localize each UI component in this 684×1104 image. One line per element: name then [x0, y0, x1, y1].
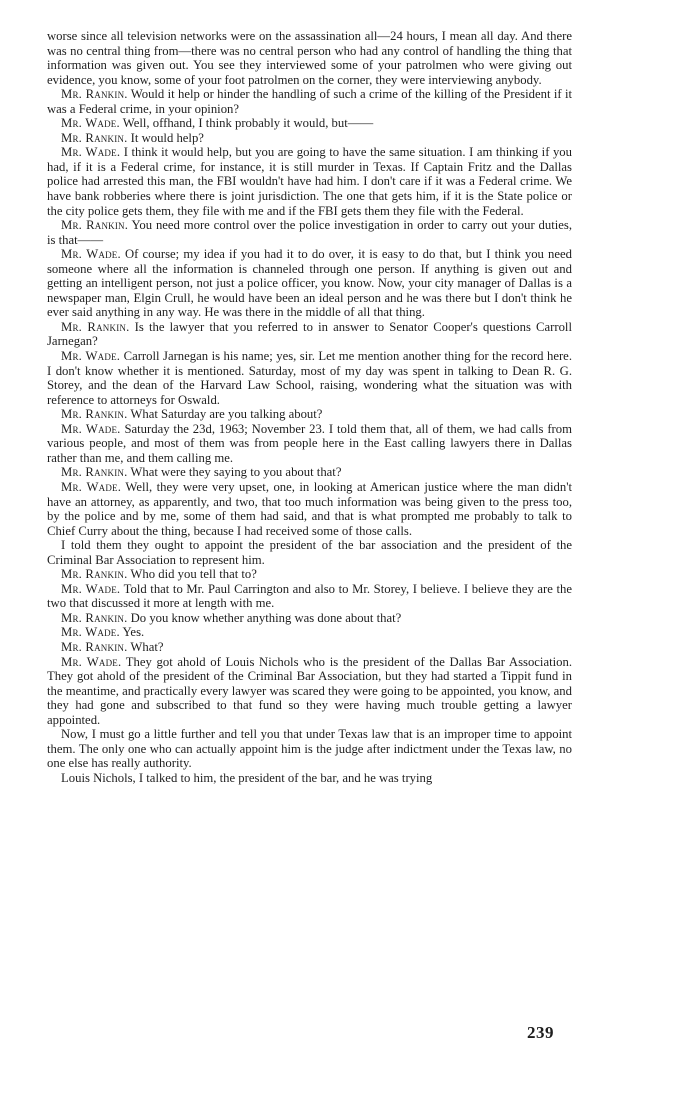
paragraph-text: You need more control over the police investigation in order to carry out your duties, is that——: [47, 218, 572, 247]
testimony-paragraph: [47, 29, 572, 87]
speaker-label: Mr. Rankin.: [61, 639, 128, 654]
testimony-paragraph: [47, 538, 572, 567]
speaker-label: Mr. Rankin.: [61, 319, 130, 334]
testimony-paragraph: [47, 145, 572, 218]
speaker-label: Mr. Wade.: [61, 145, 121, 160]
paragraph-text: I think it would help, but you are going to have the same situation. I am thinking if you had, if it is a Federal crime, for instance, it is still murder in Texas. If Captain Fritz and the Dallas police had arrested this man, the FBI wouldn't have had him. I don't care if it was a Federal crime. We have bank robberies where there is joint jurisdiction. The one that gets him, if it is the State police or the city police gets them, they file with me and if the FBI gets them they file with the Federal.: [47, 145, 572, 218]
paragraph-text: I told them they ought to appoint the president of the bar association and the president of the Criminal Bar Association to represent him.: [47, 538, 572, 567]
testimony-paragraph: [47, 771, 572, 786]
speaker-label: Mr. Wade.: [61, 625, 120, 640]
paragraph-text: Of course; my idea if you had it to do over, it is easy to do that, but I think you need someone where all the information is channeled through one person. If anything is given out and getting an intelligent person, not just a police officer, you know. Now, your city manager of Dallas is a newspaper man, Elgin Crull, he would have been an ideal person and he was there but I don't think he ever said anything in any way. He was there in the middle of all that thing.: [47, 247, 573, 320]
paragraph-text: Well, they were very upset, one, in looking at American justice where the man didn't have an attorney, as apparently, and two, that too much information was being given to the press too, by the police and by me, some of them had said, and that is what prompted me probably to talk to Chief Curry about the thing, because I had received some of those calls.: [47, 479, 573, 538]
paragraph-text: What?: [127, 639, 164, 654]
speaker-label: Mr. Wade.: [61, 247, 121, 262]
paragraph-text: Who did you tell that to?: [127, 567, 257, 582]
speaker-label: Mr. Rankin.: [61, 87, 128, 102]
speaker-label: Mr. Rankin.: [61, 130, 128, 145]
speaker-label: Mr. Wade.: [61, 421, 121, 436]
paragraph-text: Yes.: [119, 625, 145, 640]
paragraph-text: Well, offhand, I think probably it would, but——: [119, 116, 374, 131]
testimony-paragraph: [47, 116, 572, 131]
testimony-paragraph: [47, 407, 572, 422]
speaker-label: Mr. Wade.: [61, 349, 121, 364]
speaker-label: Mr. Rankin.: [61, 610, 128, 625]
testimony-paragraph: [47, 247, 572, 320]
testimony-paragraph: [47, 218, 572, 247]
paragraph-text: Told that to Mr. Paul Carrington and also to Mr. Storey, I believe. I believe they are the two that discussed it more at length with me.: [47, 581, 572, 611]
testimony-paragraph: [47, 87, 572, 116]
paragraph-text: Now, I must go a little further and tell you that under Texas law that is an improper time to appoint them. The only one who can actually appoint him is the judge after indictment under the Texas law, no one else has really authority.: [47, 727, 572, 771]
paragraph-text: Would it help or hinder the handling of such a crime of the killing of the President if it was a Federal crime, in your opinion?: [47, 87, 572, 116]
testimony-text: [47, 29, 572, 785]
speaker-label: Mr. Wade.: [61, 581, 121, 596]
speaker-label: Mr. Rankin.: [61, 567, 128, 582]
speaker-label: Mr. Wade.: [61, 479, 122, 494]
paragraph-text: They got ahold of Louis Nichols who is the president of the Dallas Bar Association. They got ahold of the president of the Criminal Bar Association, but they had started a Tippit fund in the meantime, and practically every lawyer was scared they were going to be appointed, you know, and they had gone and subscribed to that fund so they were having much trouble getting a lawyer appointed.: [47, 654, 572, 727]
paragraph-text: Do you know whether anything was done about that?: [127, 610, 402, 625]
paragraph-text: What Saturday are you talking about?: [127, 407, 323, 422]
testimony-paragraph: [47, 320, 572, 349]
testimony-paragraph: [47, 349, 572, 407]
testimony-paragraph: [47, 655, 572, 728]
paragraph-text: What were they saying to you about that?: [127, 465, 342, 480]
testimony-paragraph: [47, 480, 572, 538]
speaker-label: Mr. Wade.: [61, 116, 120, 131]
paragraph-text: worse since all television networks were on the assassination all—24 hours, I mean all day. And there was no central thing from—there was no central person who had any control of handling the thing that information was given out. You see they interviewed some of your patrolmen who were giving out evidence, you know, some of your foot patrolmen on the corner, they were interviewing anybody.: [47, 29, 572, 87]
testimony-paragraph: [47, 567, 572, 582]
testimony-paragraph: [47, 582, 572, 611]
paragraph-text: Louis Nichols, I talked to him, the president of the bar, and he was trying: [61, 770, 433, 785]
testimony-paragraph: [47, 422, 572, 466]
speaker-label: Mr. Rankin.: [61, 407, 128, 422]
testimony-paragraph: [47, 131, 572, 146]
paragraph-text: Saturday the 23d, 1963; November 23. I told them that, all of them, we had calls from various people, and most of them was from people here in the East calling lawyers there in Dallas rather than me, and them calling me.: [47, 421, 572, 465]
testimony-paragraph: [47, 625, 572, 640]
testimony-paragraph: [47, 465, 572, 480]
paragraph-text: It would help?: [127, 130, 204, 145]
speaker-label: Mr. Wade.: [61, 654, 122, 669]
paragraph-text: Is the lawyer that you referred to in answer to Senator Cooper's questions Carroll Jarnegan?: [47, 319, 572, 349]
testimony-paragraph: [47, 727, 572, 771]
testimony-paragraph: [47, 640, 572, 655]
page-number: 239: [527, 1023, 554, 1042]
paragraph-text: Carroll Jarnegan is his name; yes, sir. Let me mention another thing for the record here. I don't know whether it is mentioned. Saturday, most of my day was spent in talking to Dean R. G. Storey, and the dean of the Harvard Law School, raising, wondering what the situation was with reference to attorneys for Oswald.: [47, 349, 572, 407]
testimony-paragraph: [47, 611, 572, 626]
speaker-label: Mr. Rankin.: [61, 465, 128, 480]
speaker-label: Mr. Rankin.: [61, 218, 129, 233]
